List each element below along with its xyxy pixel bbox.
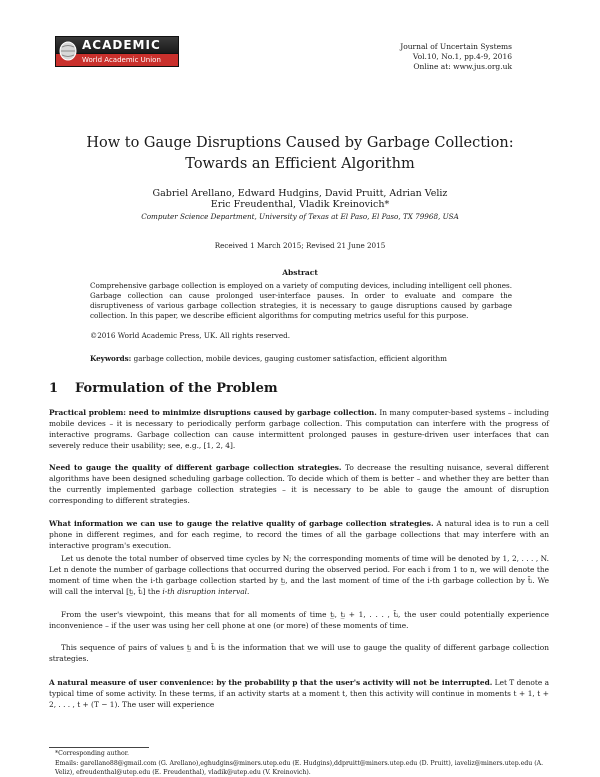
section-heading [49, 381, 278, 396]
paper-title [0, 133, 600, 175]
author-list [0, 188, 600, 210]
publisher-logo [55, 36, 179, 66]
section-number: 1 [49, 381, 59, 396]
emphasis-term: i-th disruption interval [162, 587, 248, 596]
title-line-1: How to Gauge Disruptions Caused by Garbage Collection: [86, 135, 514, 151]
title-line-2: Towards an Efficient Algorithm [185, 156, 415, 172]
globe-icon [58, 39, 78, 63]
paragraph-text: Let us denote the total number of observed time cycles by N; the corresponding moments of time will be denoted by 1, 2, . . . , N. Let n denote the number of garbage collections that occurred during the observed period. For each i from 1 to n, we will denote the moment of time when the i-th garbage collection started by t̲ᵢ, and the last moment of time of the i-th garbage collection by t̄ᵢ. We will call the interval [t̲ᵢ, t̄ᵢ] the [49, 554, 549, 596]
logo-tagline: World Academic Union [55, 54, 179, 67]
paragraph-information [49, 518, 549, 551]
logo-name: ACADEMIC [55, 36, 179, 54]
paragraph-text: In many computer-based systems – including mobile devices – it is necessary to periodically perform garbage collection. This computation can interfere with the progress of interactive programs. Garbage collection can cause intermittent prolonged pauses in gesture-driven user interfaces that can severely reduce their usability; see, e.g., [1, 2, 4]. [49, 408, 549, 450]
journal-online: Online at: www.jus.org.uk [413, 62, 512, 71]
paragraph-text: A natural idea is to run a cell phone in different regimes, and for each regime, to record the times of all the garbage collections that may interfere with an interactive program's execution. [49, 519, 549, 550]
received-dates: Received 1 March 2015; Revised 21 June 2015 [214, 241, 386, 250]
footnote-rule [49, 747, 149, 748]
keywords [90, 354, 447, 363]
corresponding-author-note: *Corresponding author. [55, 750, 129, 757]
paragraph-notation [49, 553, 549, 597]
abstract-heading: Abstract [282, 268, 318, 277]
paragraph-natural-measure [49, 677, 549, 710]
affiliation: Computer Science Department, University of Texas at El Paso, El Paso, TX 79968, USA [141, 212, 459, 221]
authors-line-1: Gabriel Arellano, Edward Hudgins, David Pruitt, Adrian Veliz [152, 188, 448, 199]
paragraph-text: This sequence of pairs of values t̲ᵢ and t̄ᵢ is the information that we will use to gauge the quality of different garbage collection strategies. [49, 643, 549, 663]
journal-volume: Vol.10, No.1, pp.4-9, 2016 [412, 52, 512, 61]
paragraph-heading: Need to gauge the quality of different garbage collection strategies. [49, 463, 342, 472]
paragraph-heading: Practical problem: need to minimize disruptions caused by garbage collection. [49, 408, 377, 417]
copyright-notice: ©2016 World Academic Press, UK. All rights reserved. [90, 331, 291, 340]
paragraph-text-end: . [247, 587, 250, 596]
paragraph-text: Let T denote a typical time of some activity. In these terms, if an activity starts at a moment t, then this activity will continue in moments t + 1, t + 2, . . . , t + (T − 1). The user will experience [49, 678, 549, 709]
paragraph-user-viewpoint [49, 609, 549, 631]
paragraph-practical-problem [49, 407, 549, 451]
paragraph-heading: A natural measure of user convenience: by the probability p that the user's activity will not be interrupted. [49, 678, 493, 687]
journal-header [400, 42, 512, 72]
keywords-list: garbage collection, mobile devices, gauging customer satisfaction, efficient algorithm [133, 354, 447, 363]
author-emails: Emails: garellano88@gmail.com (G. Arellano),eghudgins@miners.utep.edu (E. Hudgins),ddpruitt@miners.utep.edu (D. Pruitt), iaveliz@miners.utep.edu (A. Veliz), efreudenthal@utep.edu (E. Freudenthal), vladik@utep.edu (V. Kreinovich). [55, 760, 544, 776]
paragraph-heading: What information we can use to gauge the relative quality of garbage collection strategies. [49, 519, 434, 528]
paragraph-need-to-gauge [49, 462, 549, 506]
authors-line-2: Eric Freudenthal, Vladik Kreinovich* [210, 199, 390, 210]
journal-name: Journal of Uncertain Systems [400, 42, 512, 51]
paragraph-text: To decrease the resulting nuisance, several different algorithms have been designed scheduling garbage collection. To decide which of them is better – and whether they are better than the currently implemented garbage collection strategies – it is necessary to be able to gauge the amount of disruption corresponding to different strategies. [49, 463, 549, 505]
keywords-label: Keywords: [90, 354, 132, 363]
abstract-text: Comprehensive garbage collection is employed on a variety of computing devices, including intelligent cell phones. Garbage collection can cause prolonged user-interface pauses. In order to evaluate and compare the disruptiveness of various garbage collection strategies, it is necessary to gauge disruptions caused by garbage collection. In this paper, we describe efficient algorithms for computing metrics useful for this purpose. [90, 281, 512, 320]
paragraph-sequence [49, 642, 549, 664]
section-title: Formulation of the Problem [75, 381, 278, 396]
paragraph-text: From the user's viewpoint, this means that for all moments of time t̲ᵢ, t̲ᵢ + 1, . . . , t̄ᵢ, the user could potentially experience inconvenience – if the user was using her cell phone at one (or more) of these moments of time. [49, 610, 549, 630]
